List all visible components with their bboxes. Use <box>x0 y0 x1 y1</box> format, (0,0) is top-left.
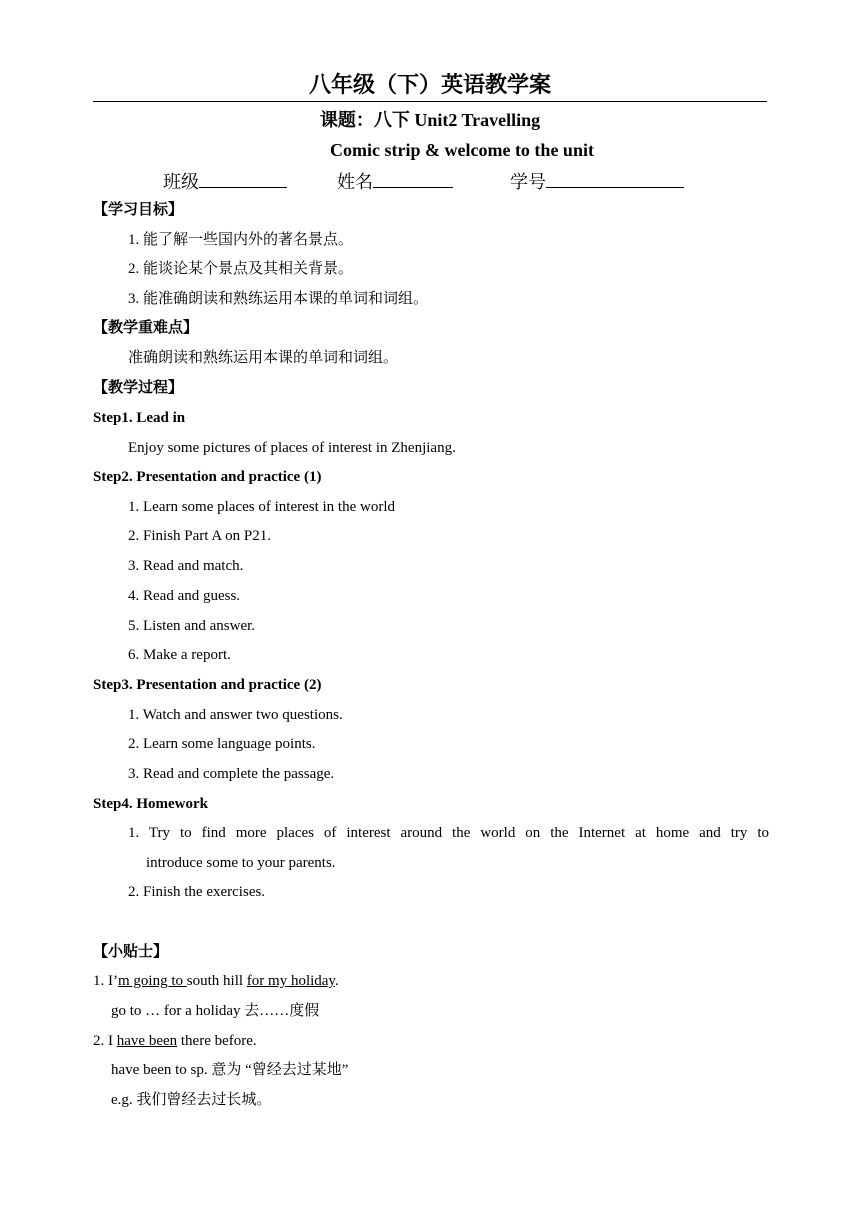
step2-item: 5. Listen and answer. <box>128 618 256 634</box>
class-blank[interactable] <box>199 167 287 188</box>
lesson-topic: 课题：八下 Unit2 Travelling <box>319 110 541 130</box>
title-divider <box>93 101 767 102</box>
step2-item: 3. Read and match. <box>128 558 244 574</box>
step2-item: 1. Learn some places of interest in the world <box>128 499 395 515</box>
key-points-heading: 【教学重难点】 <box>93 320 199 336</box>
homework-item-1-continued: introduce some to your parents. <box>146 855 336 871</box>
objectives-heading: 【学习目标】 <box>93 202 184 218</box>
name-label: 姓名 <box>337 172 373 192</box>
tip-1-suffix: . <box>334 973 339 989</box>
tip-2-sentence <box>93 1030 257 1052</box>
name-field <box>337 167 453 195</box>
tip-2-example: e.g. 我们曾经去过长城。 <box>111 1092 272 1108</box>
step2-item: 2. Finish Part A on P21. <box>128 528 271 544</box>
tip-1-middle: south hill <box>186 973 247 989</box>
tip-1-note: go to … for a holiday 去……度假 <box>111 1003 320 1019</box>
step2-item: 6. Make a report. <box>128 647 231 663</box>
key-points-text: 准确朗读和熟练运用本课的单词和词组。 <box>128 350 399 366</box>
objective-item: 2. 能谈论某个景点及其相关背景。 <box>128 261 354 277</box>
tip-1-prefix: 1. I’ <box>93 973 118 989</box>
step3-title: Step3. Presentation and practice (2) <box>93 677 322 693</box>
step1-text: Enjoy some pictures of places of interest in Zhenjiang. <box>128 440 456 456</box>
homework-item-1: 1. Try to find more places of interest around the world on the Internet at home and try to <box>128 825 769 841</box>
tip-1-underlined-phrase: for my holiday <box>246 973 335 989</box>
process-heading: 【教学过程】 <box>93 380 184 396</box>
step2-title: Step2. Presentation and practice (1) <box>93 469 322 485</box>
tip-2-prefix: 2. I <box>93 1033 117 1049</box>
step3-item: 1. Watch and answer two questions. <box>128 707 343 723</box>
step3-item: 2. Learn some language points. <box>128 736 316 752</box>
homework-item-2: 2. Finish the exercises. <box>128 884 266 900</box>
tip-2-suffix: there before. <box>177 1033 257 1049</box>
step1-title: Step1. Lead in <box>93 410 186 426</box>
step3-item: 3. Read and complete the passage. <box>128 766 335 782</box>
tip-1-underlined-phrase: m going to <box>118 973 187 989</box>
tip-2-underlined-phrase: have been <box>116 1033 178 1049</box>
objective-item: 1. 能了解一些国内外的著名景点。 <box>128 232 354 248</box>
document-title: 八年级（下）英语教学案 <box>308 72 551 97</box>
step4-title: Step4. Homework <box>93 796 208 812</box>
student-info-row <box>0 167 860 193</box>
tip-2-note: have been to sp. 意为 “曾经去过某地” <box>111 1062 349 1078</box>
class-field <box>163 167 287 195</box>
name-blank[interactable] <box>373 167 453 188</box>
objective-item: 3. 能准确朗读和熟练运用本课的单词和词组。 <box>128 291 429 307</box>
number-blank[interactable] <box>546 167 684 188</box>
number-label: 学号 <box>510 172 546 192</box>
tip-1-sentence <box>93 970 339 992</box>
lesson-subtitle: Comic strip & welcome to the unit <box>330 140 594 160</box>
class-label: 班级 <box>163 172 199 192</box>
step2-item: 4. Read and guess. <box>128 588 241 604</box>
tips-heading: 【小贴士】 <box>93 944 169 960</box>
number-field <box>510 167 684 195</box>
